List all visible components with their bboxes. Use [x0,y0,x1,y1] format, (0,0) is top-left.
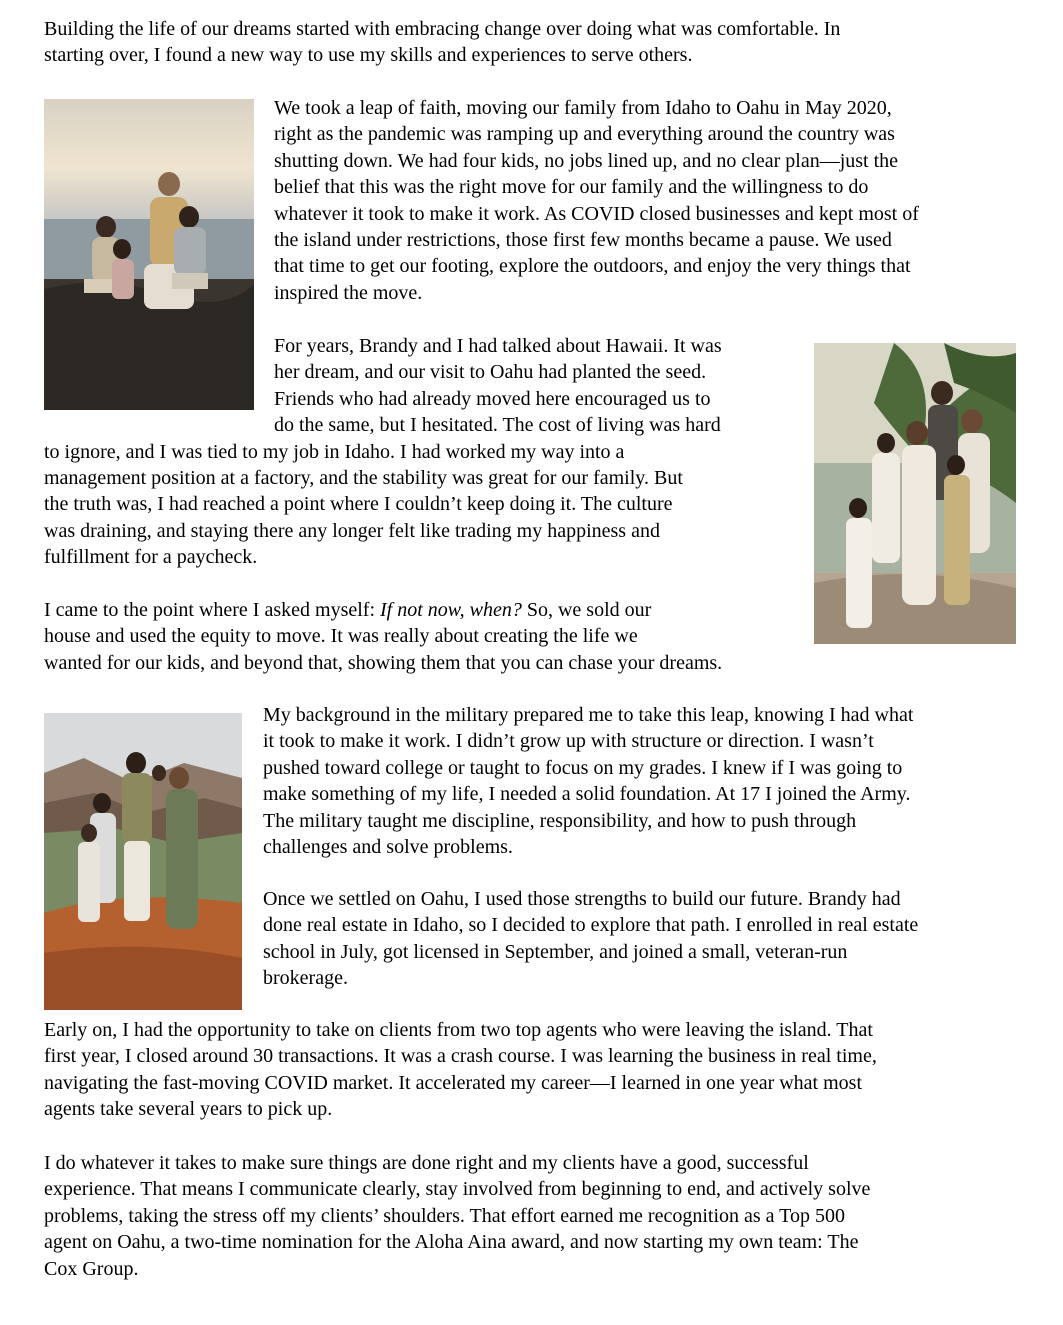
paragraph-if-not-now [44,597,722,676]
text-line: Building the life of our dreams started with embracing change over doing what was comfortable. In [44,18,841,40]
text-line: inspired the move. [274,281,423,304]
text-line: navigating the fast-moving COVID market. It accelerated my career—I learned in one year what most [44,1071,863,1094]
emphasis-text: If not now, when? [380,599,522,621]
text-line: Once we settled on Oahu, I used those strengths to build our future. Brandy had [263,888,901,910]
text-line: agents take several years to pick up. [44,1098,333,1121]
text-line: shutting down. We had four kids, no jobs lined up, and no clear plan—just the [274,149,899,172]
text-line: whatever it took to make it work. As COVID closed businesses and kept most of [274,202,919,225]
text-line: belief that this was the right move for our family and the willingness to do [274,176,869,199]
family-palm-trees-photo [814,343,1016,644]
text-line: We took a leap of faith, moving our family from Idaho to Oahu in May 2020, [274,97,892,119]
paragraph-recognition [44,1150,870,1282]
text-line: her dream, and our visit to Oahu had planted the seed. [274,361,707,384]
text-line: house and used the equity to move. It was really about creating the life we [44,625,638,648]
text-line: fulfillment for a paycheck. [44,546,258,569]
text-line: starting over, I found a new way to use my skills and experiences to serve others. [44,44,693,67]
text-line: school in July, got licensed in September, and joined a small, veteran-run [263,940,848,963]
paragraph-leap-of-faith [274,95,919,306]
family-canyon-photo [44,713,242,1010]
paragraph-early-career [44,1017,877,1123]
text-line: to ignore, and I was tied to my job in Idaho. I had worked my way into a [44,440,625,463]
text-line: agent on Oahu, a two-time nomination for the Aloha Aina award, and now starting my own team: The [44,1231,859,1254]
text-line: Cox Group. [44,1257,139,1280]
text-line: do the same, but I hesitated. The cost of living was hard [274,414,721,437]
text-line: Friends who had already moved here encouraged us to [274,387,711,410]
family-beach-rocks-photo [44,99,254,410]
text-line: it took to make it work. I didn’t grow up with structure or direction. I wasn’t [263,730,874,753]
text-line: first year, I closed around 30 transactions. It was a crash course. I was learning the business in real time, [44,1045,877,1068]
text-line: make something of my life, I needed a solid foundation. At 17 I joined the Army. [263,783,911,806]
text-line: that time to get our footing, explore the outdoors, and enjoy the very things that [274,255,911,278]
text-line [44,597,722,623]
text-line: done real estate in Idaho, so I decided to explore that path. I enrolled in real estate [263,914,919,937]
text-line: pushed toward college or taught to focus on my grades. I knew if I was going to [263,756,903,779]
text-line: challenges and solve problems. [263,836,513,859]
text-run: So, we sold our [521,599,652,621]
text-line: My background in the military prepared me to take this leap, knowing I had what [263,704,914,726]
text-line: Early on, I had the opportunity to take on clients from two top agents who were leaving the island. That [44,1019,873,1041]
text-line: For years, Brandy and I had talked about Hawaii. It was [274,335,722,357]
paragraph-military-background [263,702,913,860]
paragraph-hawaii-dream-wrapped [274,333,722,439]
text-run: I came to the point where I asked myself: [44,599,380,621]
text-line: right as the pandemic was ramping up and everything around the country was [274,123,895,146]
text-line: I do whatever it takes to make sure things are done right and my clients have a good, successful [44,1152,809,1174]
text-line: the island under restrictions, those first few months became a pause. We used [274,229,892,252]
paragraph-real-estate-start [263,886,918,992]
text-line: The military taught me discipline, responsibility, and how to push through [263,809,857,832]
text-line: wanted for our kids, and beyond that, showing them that you can chase your dreams. [44,651,723,674]
text-line: management position at a factory, and the stability was great for our family. But [44,467,683,489]
text-line: brokerage. [263,967,348,990]
paragraph-intro [44,16,840,69]
text-line: was draining, and staying there any longer felt like trading my happiness and [44,519,660,542]
paragraph-hawaii-dream [44,439,683,571]
text-line: problems, taking the stress off my clients’ shoulders. That effort earned me recognition as a Top 500 [44,1204,846,1227]
text-line: the truth was, I had reached a point where I couldn’t keep doing it. The culture [44,493,673,516]
text-line: experience. That means I communicate clearly, stay involved from beginning to end, and actively solve [44,1178,871,1201]
